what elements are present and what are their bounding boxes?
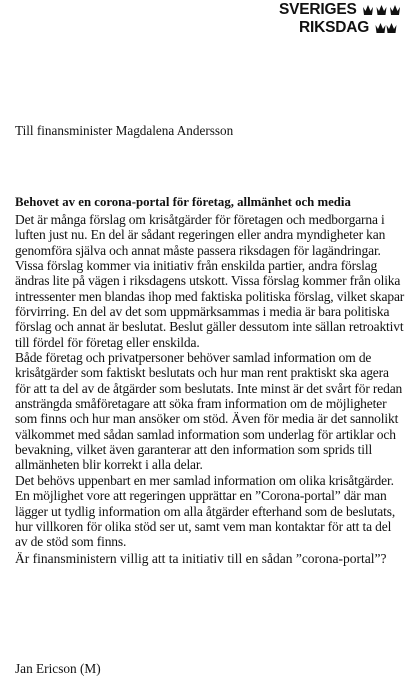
logo-text-riksdag: RIKSDAG (299, 19, 370, 36)
signature: Jan Ericson (M) (15, 661, 101, 676)
body-paragraph-3: Det behövs uppenbart en mer samlad information om olika krisåtgärder. En möjlighet vore att regeringen upprättar en ”Corona-portal” där man lägger ut tydlig information om alla åtgärder efterhand som de beslutats, hur villkoren för olika stöd ser ut, samt vem man kontaktar för att ta del av de stöd som finns. (15, 473, 396, 550)
logo-text-sveriges: SVERIGES (279, 1, 357, 18)
body-paragraph-1: Det är många förslag om krisåtgärder för företagen och medborgarna i luften just nu. En del är sådant regeringen eller andra myndigheter kan genomföra själva och annat måste passera riksdagen för lagändringar. Vissa förslag kommer via initiativ från enskilda partier, andra förslag ändras lite på vägen i riksdagens utskott. Vissa förslag kommer från olika intressenter men blandas ihop med faktiska politiska förslag, vilket skapar förvirring. En del av det som uppmärksammas i media är bara politiska förslag och annat är beslutat. Beslut gäller dessutom inte sällan retroaktivt till fördel för företag eller enskilda. (15, 212, 405, 350)
recipient-line: Till finansminister Magdalena Andersson (15, 123, 234, 138)
three-crowns-icon (362, 2, 402, 17)
two-crowns-icon (375, 20, 397, 35)
question-heading: Behovet av en corona-portal för företag, allmänhet och media (15, 195, 351, 209)
riksdag-logo (279, 0, 397, 40)
question-text: Är finansministern villig att ta initiativ till en sådan ”corona-portal”? (15, 551, 387, 566)
body-paragraph-2: Både företag och privatpersoner behöver samlad information om de krisåtgärder som faktiskt beslutats och hur man rent praktiskt ska agera för att ta del av de åtgärder som beslutats. Inte minst är det svårt för redan ansträngda småföretagare att söka fram information om de möjligheter som finns och hur man ansöker om stöd. Även för media är det sannolikt välkommet med sådan samlad information som underlag för artiklar och bevakning, vilket även garanterar att den information som sprids till allmänheten blir korrekt i alla delar. (15, 350, 403, 473)
